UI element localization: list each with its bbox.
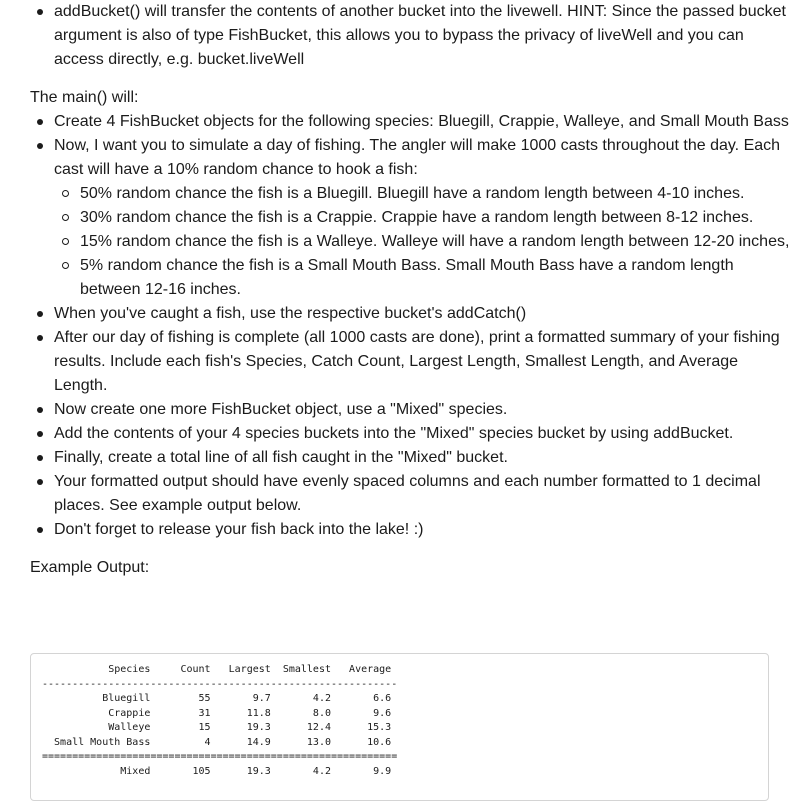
sub-item-bluegill: 50% random chance the fish is a Bluegill. Bluegill have a random length between 4-10 inches.	[54, 182, 790, 206]
sub-item-small-mouth-bass: 5% random chance the fish is a Small Mouth Bass. Small Mouth Bass have a random length between 12-16 inches.	[54, 254, 790, 302]
list-item-summary: After our day of fishing is complete (all 1000 casts are done), print a formatted summary of your fishing results. Include each fish's Species, Catch Count, Largest Length, Smallest Length, and Average Length.	[30, 326, 790, 398]
addbucket-list	[30, 0, 790, 72]
output-dash-divider: -----------------------------------------------------------	[42, 678, 398, 690]
output-row-mixed: Mixed 105 19.3 4.2 9.9	[42, 765, 392, 777]
probability-sublist	[54, 182, 790, 302]
list-item-simulate-fishing	[30, 134, 790, 302]
assignment-content	[30, 0, 790, 580]
output-row-crappie: Crappie 31 11.8 8.0 9.6	[42, 707, 392, 719]
list-item-create-buckets: Create 4 FishBucket objects for the following species: Bluegill, Crappie, Walleye, and Small Mouth Bass	[30, 110, 790, 134]
main-intro: The main() will:	[30, 89, 139, 106]
list-item-formatting: Your formatted output should have evenly spaced columns and each number formatted to 1 decimal places. See example output below.	[30, 470, 790, 518]
list-item-add-contents: Add the contents of your 4 species buckets into the "Mixed" species bucket by using addBucket.	[30, 422, 790, 446]
list-item-total-line: Finally, create a total line of all fish caught in the "Mixed" bucket.	[30, 446, 790, 470]
output-row-walleye: Walleye 15 19.3 12.4 15.3	[42, 722, 392, 733]
list-item-release-fish: Don't forget to release your fish back into the lake! :)	[30, 518, 790, 542]
list-item-addbucket: addBucket() will transfer the contents of another bucket into the livewell. HINT: Since the passed bucket argument is also of type FishBucket, this allows you to bypass the privacy of liveWell and you can access directly, e.g. bucket.liveWell	[30, 0, 790, 72]
example-output-code	[42, 663, 397, 779]
output-eq-divider: ===========================================================	[42, 751, 398, 762]
example-output-heading: Example Output:	[30, 559, 150, 576]
list-item-add-catch: When you've caught a fish, use the respective bucket's addCatch()	[30, 302, 790, 326]
output-header: Species Count Largest Smallest Average	[42, 664, 392, 675]
sub-item-crappie: 30% random chance the fish is a Crappie. Crappie have a random length between 8-12 inches.	[54, 206, 790, 230]
sub-item-walleye: 15% random chance the fish is a Walleye. Walleye will have a random length between 12-20 inches,	[54, 230, 790, 254]
main-requirements-list	[30, 110, 790, 542]
list-item-mixed-bucket: Now create one more FishBucket object, use a "Mixed" species.	[30, 398, 790, 422]
example-output-box	[30, 653, 769, 801]
output-row-small-mouth-bass: Small Mouth Bass 4 14.9 13.0 10.6	[42, 736, 392, 748]
simulate-fishing-text: Now, I want you to simulate a day of fishing. The angler will make 1000 casts throughout the day. Each cast will have a 10% random chance to hook a fish:	[54, 137, 781, 178]
output-row-bluegill: Bluegill 55 9.7 4.2 6.6	[42, 693, 392, 704]
